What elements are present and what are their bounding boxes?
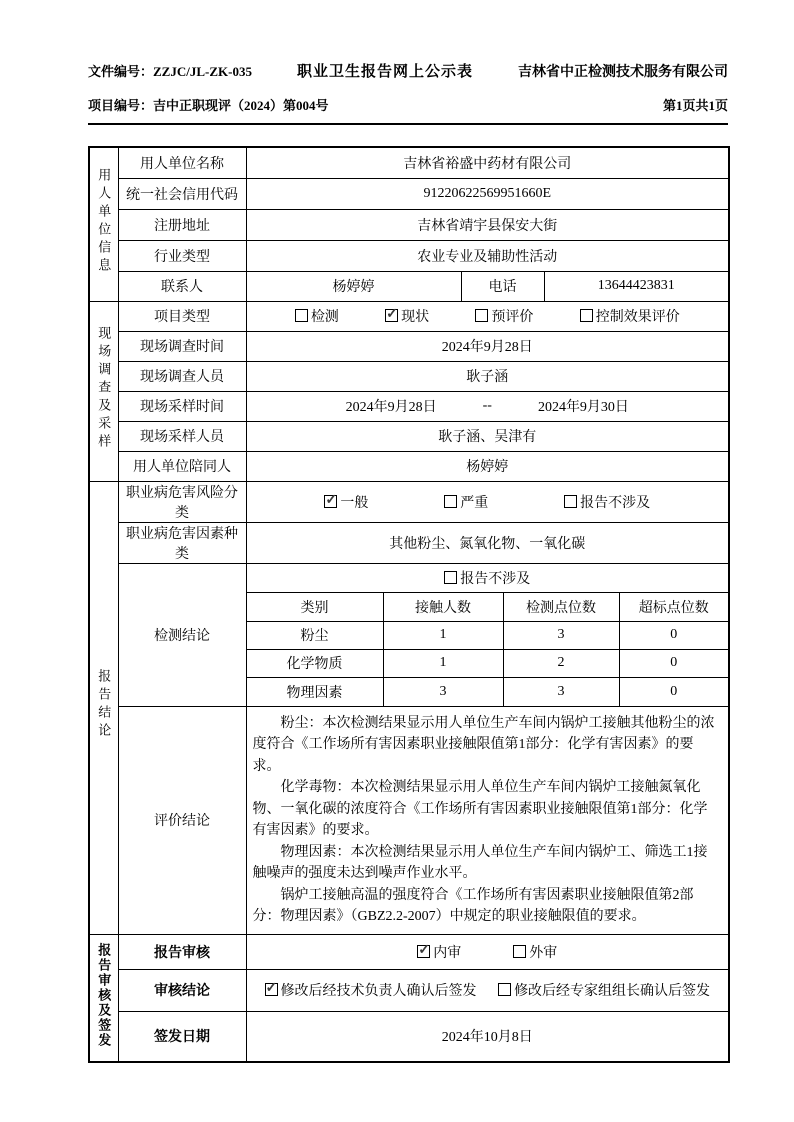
checkbox-icon (385, 309, 398, 322)
project-type-label: 项目类型 (118, 301, 246, 331)
section-report-conclusion-label: 报告结论 (96, 669, 112, 741)
credit-code-label: 统一社会信用代码 (118, 178, 246, 209)
detection-cell: 物理因素 (246, 677, 383, 706)
phone-value: 13644423831 (544, 271, 729, 301)
sampling-date-start: 2024年9月28日 (345, 400, 437, 415)
checkbox-label: 一般 (340, 495, 369, 511)
section-report-conclusion (89, 481, 118, 934)
section-site-survey (89, 301, 118, 481)
section-employer-info (89, 147, 118, 301)
checkbox-label: 修改后经技术负责人确认后签发 (280, 984, 477, 999)
detection-header-exposed: 接触人数 (383, 592, 503, 621)
survey-date-value: 2024年9月28日 (246, 331, 729, 361)
checkbox-label: 报告不涉及 (580, 495, 651, 511)
checkbox-icon (498, 983, 511, 996)
checkbox-label: 外审 (529, 945, 558, 961)
employer-name-value: 吉林省裕盛中药材有限公司 (246, 147, 729, 178)
checkbox-option-report-not-involved[interactable] (444, 568, 530, 588)
checkbox-option-external-review[interactable] (513, 942, 557, 962)
document-number: 文件编号：ZZJC/JL-ZK-035 (88, 64, 252, 79)
page-title: 职业卫生报告网上公示表 (296, 64, 473, 80)
checkbox-icon (580, 309, 593, 322)
checkbox-label: 内审 (433, 945, 462, 961)
company-name: 吉林省中正检测技术服务有限公司 (517, 65, 728, 80)
checkbox-icon (444, 495, 457, 508)
escort-label: 用人单位陪同人 (118, 451, 246, 481)
checkbox-icon (564, 495, 577, 508)
review-label: 报告审核 (118, 934, 246, 969)
issue-date-value: 2024年10月8日 (246, 1011, 729, 1062)
sampling-date-separator: -- (482, 398, 492, 413)
review-options (246, 934, 729, 969)
evaluation-conclusion-text (246, 706, 729, 934)
checkbox-label: 检测 (310, 310, 339, 325)
section-employer-info-label: 用人单位信息 (96, 167, 112, 276)
evaluation-paragraph: 物理因素：本次检测结果显示用人单位生产车间内锅炉工、筛选工1接触噪声的强度未达到噪声作业水平。 (252, 844, 708, 881)
sampling-staff-value: 耿子涵、吴津有 (246, 421, 729, 451)
risk-class-options (246, 481, 729, 522)
report-form-table (88, 146, 730, 1063)
employer-name-label: 用人单位名称 (118, 147, 246, 178)
checkbox-label: 控制效果评价 (595, 310, 680, 325)
detection-header-category: 类别 (246, 592, 383, 621)
detection-cell: 3 (383, 677, 503, 706)
checkbox-option-tech-leader-confirm[interactable] (265, 980, 477, 1000)
review-conclusion-label: 审核结论 (118, 969, 246, 1011)
checkbox-option-control-effect[interactable] (580, 306, 680, 326)
survey-staff-label: 现场调查人员 (118, 361, 246, 391)
project-type-options (246, 301, 729, 331)
detection-cell: 3 (503, 621, 619, 649)
evaluation-paragraph: 锅炉工接触高温的强度符合《工作场所有害因素职业接触限值第2部分：物理因素》（GBZ2.2-2007）中规定的职业接触限值的要求。 (252, 887, 694, 924)
credit-code-value: 91220622569951660E (246, 178, 729, 209)
address-value: 吉林省靖宇县保安大街 (246, 209, 729, 240)
evaluation-conclusion-label: 评价结论 (118, 706, 246, 934)
checkbox-option-pre-evaluation[interactable] (475, 306, 533, 326)
checkbox-option-detection[interactable] (295, 306, 339, 326)
checkbox-option-not-involved[interactable] (564, 492, 650, 512)
detection-cell: 1 (383, 621, 503, 649)
detection-cell: 1 (383, 649, 503, 677)
detection-cell: 粉尘 (246, 621, 383, 649)
checkbox-option-severe[interactable] (444, 492, 488, 512)
checkbox-option-general[interactable] (324, 492, 368, 512)
header-row-1 (88, 60, 728, 81)
checkbox-option-expert-leader-confirm[interactable] (498, 980, 710, 1000)
evaluation-paragraph: 粉尘：本次检测结果显示用人单位生产车间内锅炉工接触其他粉尘的浓度符合《工作场所有害因素职业接触限值第1部分：化学有害因素》的要求。 (252, 715, 715, 774)
contact-label: 联系人 (118, 271, 246, 301)
sampling-date-value (246, 391, 729, 421)
checkbox-icon (444, 571, 457, 584)
detection-header-exceed: 超标点位数 (619, 592, 729, 621)
evaluation-paragraph: 化学毒物：本次检测结果显示用人单位生产车间内锅炉工接触氮氧化物、一氧化碳的浓度符合《工作场所有害因素职业接触限值第1部分：化学有害因素》的要求。 (252, 780, 708, 838)
checkbox-label: 报告不涉及 (460, 571, 531, 587)
checkbox-icon (513, 945, 526, 958)
review-conclusion-options (246, 969, 729, 1011)
section-site-survey-label: 现场调查及采样 (96, 325, 112, 452)
checkbox-icon (265, 983, 278, 996)
sampling-date-label: 现场采样时间 (118, 391, 246, 421)
checkbox-icon (324, 495, 337, 508)
industry-value: 农业专业及辅助性活动 (246, 240, 729, 271)
factor-type-value: 其他粉尘、氮氧化物、一氧化碳 (246, 522, 729, 563)
escort-value: 杨婷婷 (246, 451, 729, 481)
page-number: 第1页共1页 (662, 98, 728, 113)
factor-type-label: 职业病危害因素种类 (118, 522, 246, 563)
section-review-issue (89, 934, 118, 1062)
address-label: 注册地址 (118, 209, 246, 240)
survey-date-label: 现场调查时间 (118, 331, 246, 361)
detection-cell: 0 (619, 649, 729, 677)
risk-class-label: 职业病危害风险分类 (118, 481, 246, 522)
contact-value: 杨婷婷 (246, 271, 461, 301)
checkbox-option-status-quo[interactable] (385, 306, 429, 326)
checkbox-icon (295, 309, 308, 322)
checkbox-label: 严重 (460, 495, 489, 511)
sampling-staff-label: 现场采样人员 (118, 421, 246, 451)
detection-cell: 0 (619, 621, 729, 649)
checkbox-label: 现状 (401, 310, 430, 325)
section-review-issue-label: 报告审核及签发 (96, 942, 112, 1048)
checkbox-icon (475, 309, 488, 322)
header-row-2 (88, 95, 728, 114)
survey-staff-value: 耿子涵 (246, 361, 729, 391)
issue-date-label: 签发日期 (118, 1011, 246, 1062)
checkbox-icon (417, 945, 430, 958)
detection-cell: 化学物质 (246, 649, 383, 677)
detection-conclusion-label: 检测结论 (118, 563, 246, 706)
header-divider (88, 123, 728, 125)
checkbox-label: 修改后经专家组组长确认后签发 (514, 984, 711, 999)
detection-na-option (246, 563, 729, 592)
detection-cell: 3 (503, 677, 619, 706)
sampling-date-end: 2024年9月30日 (537, 400, 629, 415)
detection-cell: 0 (619, 677, 729, 706)
project-number: 项目编号：吉中正职现评（2024）第004号 (88, 98, 329, 113)
industry-label: 行业类型 (118, 240, 246, 271)
detection-cell: 2 (503, 649, 619, 677)
checkbox-label: 预评价 (491, 310, 534, 325)
phone-label: 电话 (461, 271, 544, 301)
checkbox-option-internal-review[interactable] (417, 942, 461, 962)
detection-header-points: 检测点位数 (503, 592, 619, 621)
